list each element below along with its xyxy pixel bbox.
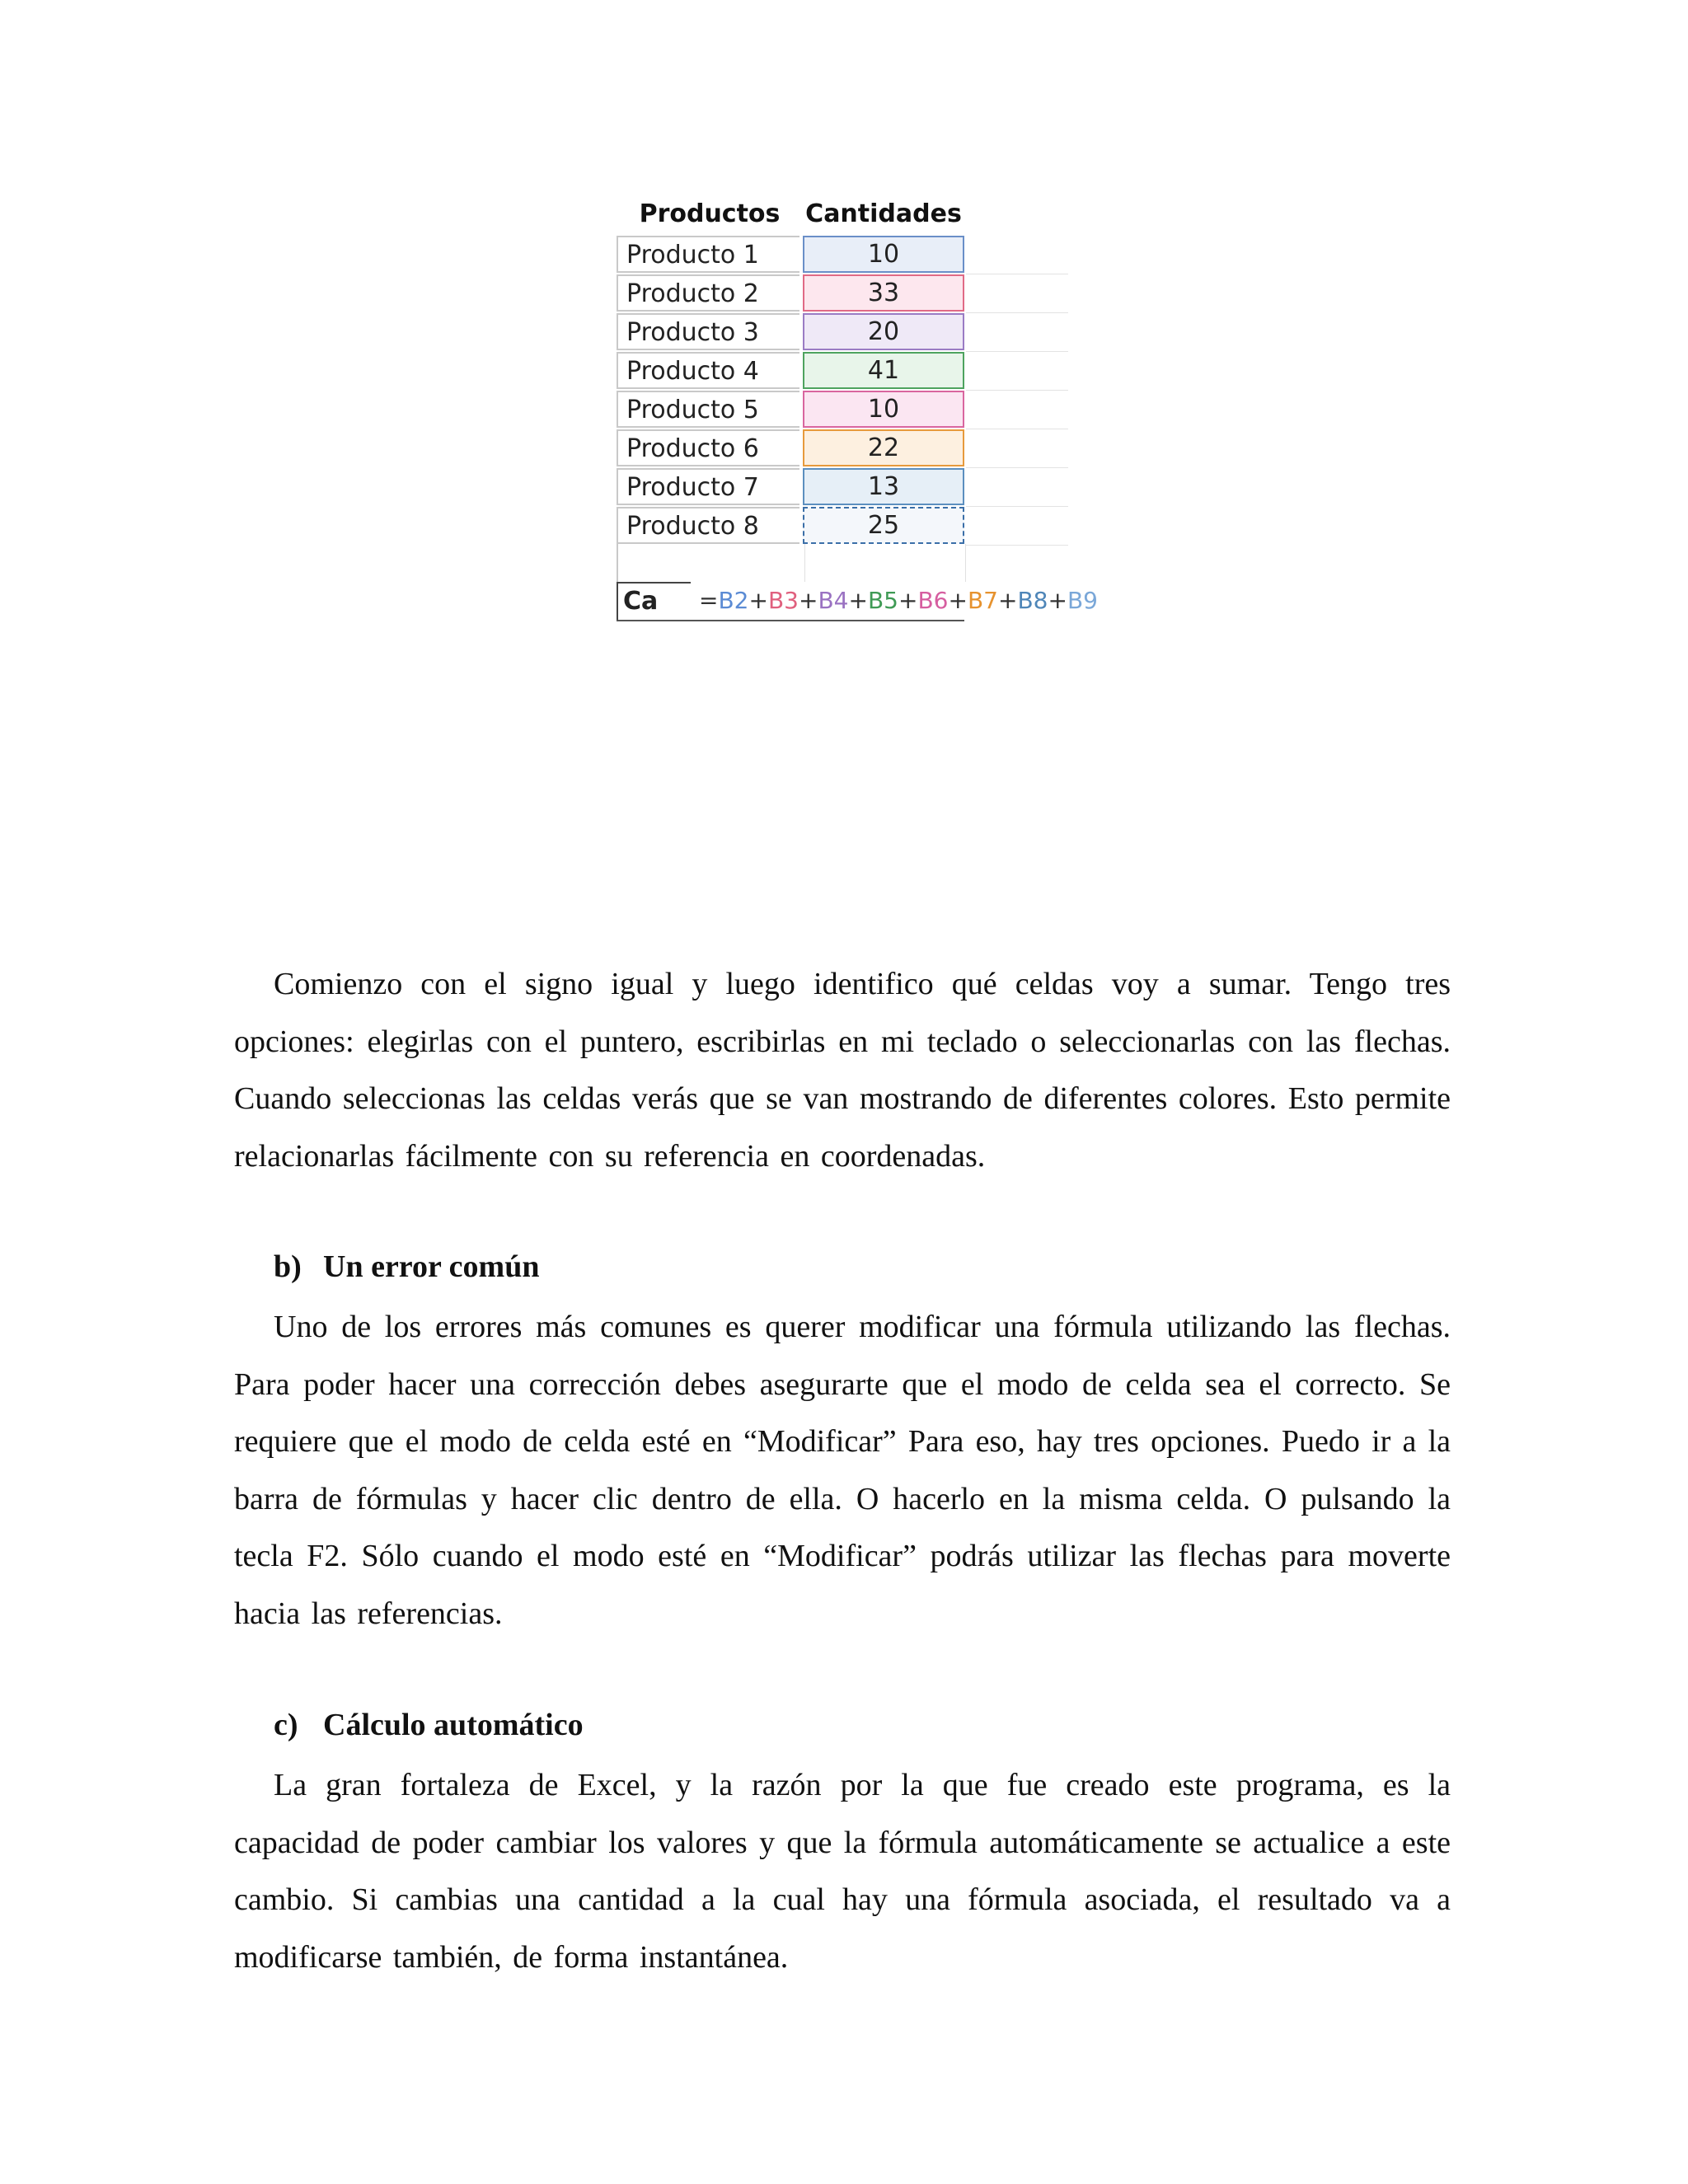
formula-text xyxy=(699,582,1098,621)
formula-row xyxy=(617,582,1098,623)
empty-row xyxy=(617,544,1068,582)
section-b-title: Un error común xyxy=(323,1249,540,1284)
table-row xyxy=(617,236,1068,274)
quantity-cell: 20 xyxy=(803,313,964,350)
quantity-cell: 25 xyxy=(803,507,964,544)
formula-part: B2 xyxy=(718,587,749,614)
quantity-cell: 22 xyxy=(803,429,964,466)
table-row xyxy=(617,507,1068,546)
section-c-body xyxy=(234,1757,1451,1986)
product-cell: Producto 7 xyxy=(617,468,799,505)
section-b-heading xyxy=(274,1238,539,1296)
empty-cell xyxy=(966,313,1068,352)
product-cell: Producto 8 xyxy=(617,507,799,544)
formula-part: + xyxy=(748,587,768,614)
table-row xyxy=(617,429,1068,468)
section-c-text: La gran fortaleza de Excel, y la razón por la que fue creado este programa, es la capacidad de poder cambiar los valores y que la fórmula automáticamente se actualice a este cambio. Si cambias una cantidad a la cual hay una fórmula asociada, el resultado va a modificarse también, de forma instantánea. xyxy=(234,1768,1451,1975)
empty-cell xyxy=(966,468,1068,507)
empty-cell xyxy=(966,429,1068,468)
empty-cell xyxy=(966,507,1068,546)
product-cell: Producto 3 xyxy=(617,313,799,350)
quantity-cell: 41 xyxy=(803,352,964,389)
formula-underline xyxy=(617,620,964,621)
formula-part: B6 xyxy=(917,587,949,614)
formula-part: + xyxy=(998,587,1018,614)
formula-part: + xyxy=(848,587,868,614)
table-row xyxy=(617,468,1068,507)
table-row xyxy=(617,391,1068,429)
product-cell: Producto 6 xyxy=(617,429,799,466)
empty-cell xyxy=(966,352,1068,391)
empty-cell xyxy=(804,544,966,582)
empty-cell xyxy=(966,236,1068,274)
quantity-cell: 10 xyxy=(803,236,964,273)
table-row xyxy=(617,313,1068,352)
product-cell: Producto 5 xyxy=(617,391,799,428)
table-row xyxy=(617,274,1068,313)
formula-part: B8 xyxy=(1017,587,1048,614)
product-cell: Producto 2 xyxy=(617,274,799,312)
section-c-marker: c) xyxy=(274,1708,298,1742)
empty-cell xyxy=(966,391,1068,429)
section-b-body xyxy=(234,1299,1451,1643)
formula-part: B5 xyxy=(867,587,898,614)
product-cell: Producto 4 xyxy=(617,352,799,389)
table-row xyxy=(617,352,1068,391)
section-c-title: Cálculo automático xyxy=(323,1708,584,1742)
section-b-marker: b) xyxy=(274,1249,302,1284)
quantity-cell: 10 xyxy=(803,391,964,428)
formula-part: B3 xyxy=(767,587,799,614)
formula-part: + xyxy=(1048,587,1067,614)
formula-cell-label: Ca xyxy=(617,582,691,621)
header-productos: Productos xyxy=(639,199,781,228)
header-cantidades: Cantidades xyxy=(805,199,962,228)
paragraph-intro-text: Comienzo con el signo igual y luego identifico qué celdas voy a sumar. Tengo tres opciones: elegirlas con el puntero, escribirlas en mi teclado o seleccionarlas con las flechas. Cuando seleccionas las celdas verás que se van mostrando de diferentes colores. Esto permite relacionarlas fácilmente con su referencia en coordenadas. xyxy=(234,967,1451,1174)
product-cell: Producto 1 xyxy=(617,236,799,273)
empty-cell xyxy=(966,274,1068,313)
formula-part: = xyxy=(699,587,719,614)
paragraph-intro xyxy=(234,956,1451,1185)
formula-part: + xyxy=(898,587,918,614)
quantity-cell: 33 xyxy=(803,274,964,312)
formula-part: B4 xyxy=(818,587,849,614)
formula-part: B9 xyxy=(1067,587,1098,614)
formula-part: + xyxy=(948,587,968,614)
formula-part: + xyxy=(799,587,818,614)
quantity-cell: 13 xyxy=(803,468,964,505)
formula-part: B7 xyxy=(967,587,998,614)
section-b-text: Uno de los errores más comunes es querer modificar una fórmula utilizando las flechas. Para poder hacer una corrección debes asegurarte que el modo de celda sea el correcto. Se requiere que el modo de celda esté en “Modificar” Para eso, hay tres opciones. Puedo ir a la barra de fórmulas y hacer clic dentro de ella. O hacerlo en la misma celda. O pulsando la tecla F2. Sólo cuando el modo esté en “Modificar” podrás utilizar las flechas para moverte hacia las referencias. xyxy=(234,1310,1451,1631)
spreadsheet-image xyxy=(617,191,1098,626)
section-c-heading xyxy=(274,1696,584,1754)
